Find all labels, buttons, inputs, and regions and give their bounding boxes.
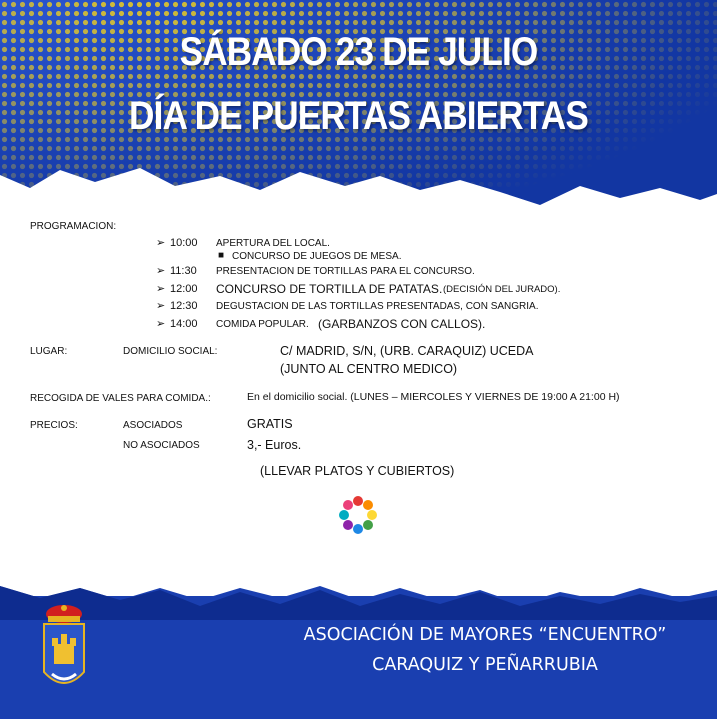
vouchers-text: En el domicilio social. (LUNES – MIERCOLES Y VIERNES DE 19:00 A 21:00 H) [247,391,620,403]
price-group: NO ASOCIADOS [123,440,200,451]
program-item: CONCURSO DE TORTILLA DE PATATAS. [216,282,443,296]
location-sublabel: DOMICILIO SOCIAL: [123,346,218,357]
program-item: CONCURSO DE JUEGOS DE MESA. [232,251,402,262]
program-time: 11:30 [170,265,197,277]
price-value: GRATIS [247,417,293,431]
program-item: APERTURA DEL LOCAL. [216,238,330,249]
arrow-icon: ➢ [156,318,166,330]
location-reference: (JUNTO AL CENTRO MEDICO) [280,362,458,376]
arrow-icon: ➢ [156,283,166,295]
program-item: DEGUSTACION DE LAS TORTILLAS PRESENTADAS, CON SANGRIA. [216,301,539,312]
program-label: PROGRAMACION: [30,221,117,232]
bullet-icon: ■ [218,250,225,261]
headline-event: DÍA DE PUERTAS ABIERTAS [129,94,588,138]
bring-note: (LLEVAR PLATOS Y CUBIERTOS) [260,464,455,478]
arrow-icon: ➢ [156,265,166,277]
arrow-icon: ➢ [156,237,166,249]
location-address: C/ MADRID, S/N, (URB. CARAQUIZ) UCEDA [280,344,534,358]
price-value: 3,- Euros. [247,438,302,452]
program-time: 12:30 [170,300,198,312]
program-note: (GARBANZOS CON CALLOS). [318,317,486,331]
footer-location: CARAQUIZ Y PEÑARRUBIA [372,655,598,675]
program-item: PRESENTACION DE TORTILLAS PARA EL CONCURSO. [216,266,475,277]
program-note: (DECISIÓN DEL JURADO). [443,284,561,295]
vouchers-label: RECOGIDA DE VALES PARA COMIDA.: [30,393,211,404]
prices-label: PRECIOS: [30,420,78,431]
footer-association: ASOCIACIÓN DE MAYORES “ENCUENTRO” [303,625,667,645]
price-group: ASOCIADOS [123,420,183,431]
arrow-icon: ➢ [156,300,166,312]
headline-date: SÁBADO 23 DE JULIO [179,30,538,74]
program-time: 10:00 [170,237,198,249]
location-label: LUGAR: [30,346,68,357]
program-item: COMIDA POPULAR. [216,319,309,330]
program-time: 12:00 [170,283,198,295]
program-time: 14:00 [170,318,198,330]
